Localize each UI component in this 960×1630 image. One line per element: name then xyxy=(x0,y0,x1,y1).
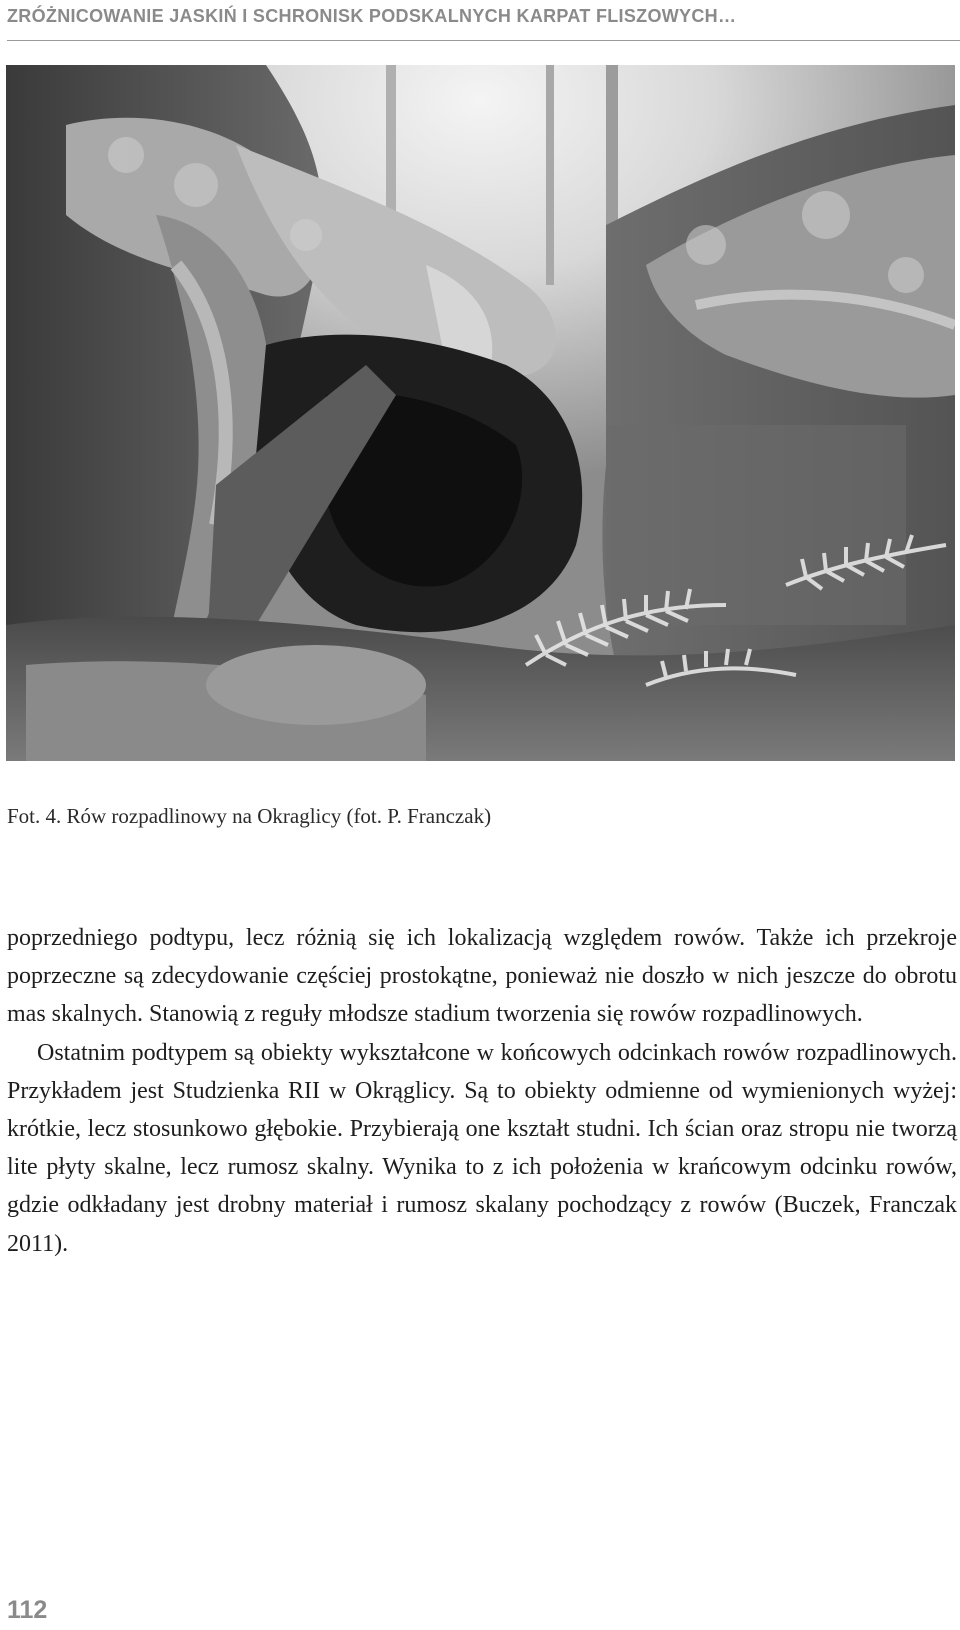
body-text xyxy=(7,919,957,1263)
paragraph: poprzedniego podtypu, lecz różnią się ich lokalizacją względem rowów. Także ich przekroje poprzeczne są zdecydowanie częściej prostokątne, ponieważ nie doszło w nich jeszcze do obrotu mas skalnych. Stanowią z reguły młodsze stadium tworzenia się rowów rozpadlinowych. xyxy=(7,925,957,1028)
header-divider xyxy=(7,40,960,41)
figure-caption: Fot. 4. Rów rozpadlinowy na Okraglicy (fot. P. Franczak) xyxy=(7,804,492,828)
page-number: 112 xyxy=(7,1596,48,1624)
cave-photo xyxy=(6,65,955,761)
paragraph: Ostatnim podtypem są obiekty wykształcone w końcowych odcinkach rowów rozpadlinowych. Przykładem jest Studzienka RII w Okrąglicy. Są to obiekty odmienne od wymienionych wyżej: krótkie, lecz stosunkowo głębokie. Przybierają one kształt studni. Ich ścian oraz stropu nie tworzą lite płyty skalne, lecz rumosz skalny. Wynika to z ich położenia w krańcowym odcinku rowów, gdzie odkładany jest drobny materiał i rumosz skalany pochodzący z rowów (Buczek, Franczak 2011). xyxy=(7,1039,957,1257)
running-header: ZRÓŻNICOWANIE JASKIŃ I SCHRONISK PODSKALNYCH KARPAT FLISZOWYCH… xyxy=(7,6,737,26)
